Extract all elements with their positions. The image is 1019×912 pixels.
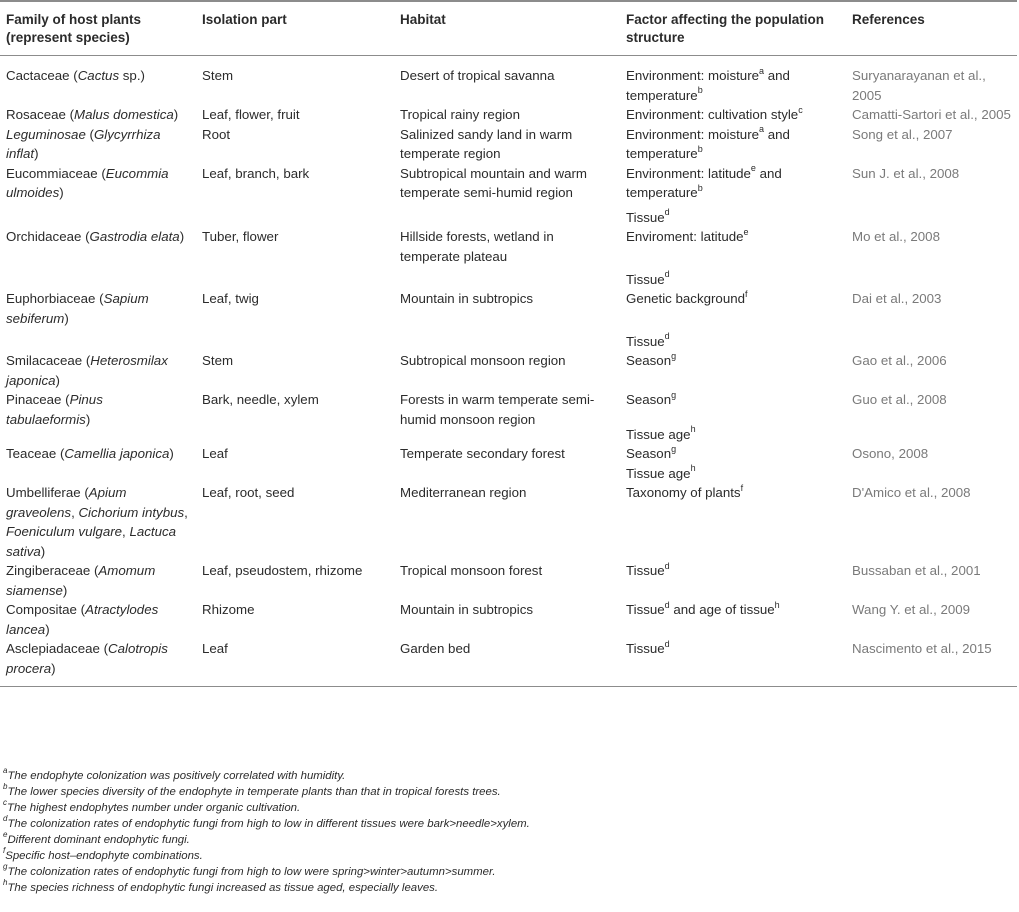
cell-isolation-part: Bark, needle, xylem (202, 392, 319, 407)
factor-entry (626, 289, 840, 309)
family-text: ) (179, 229, 185, 244)
cell-reference: Camatti-Sartori et al., 2005 (852, 107, 1011, 122)
family-text: Cactaceae ( (6, 68, 78, 83)
factor-entry (626, 390, 840, 410)
factor-text: Tissue (626, 209, 665, 225)
factor-text: Environment: cultivation style (626, 107, 799, 122)
family-text: Euphorbiaceae ( (6, 291, 104, 306)
family-text: Cactus (77, 68, 120, 83)
family-text: Sapium sebiferum (6, 291, 149, 326)
factor-text: Season (626, 446, 672, 461)
footnote-mark: f (3, 846, 6, 856)
cell-reference: Sun J. et al., 2008 (852, 165, 960, 181)
family-text: Camellia japonica (64, 446, 170, 461)
footnote (3, 880, 530, 896)
footnote-text: The endophyte colonization was positively correlated with humidity. (7, 770, 346, 782)
cell-factor (620, 351, 846, 390)
factor-text: and temperature (626, 165, 782, 200)
cell-reference: D'Amico et al., 2008 (852, 485, 971, 500)
family-text: Apium graveolens (6, 485, 127, 520)
cell-habitat: Tropical monsoon forest (400, 563, 543, 578)
family-text: Pinus tabulaeformis (6, 392, 103, 427)
cell-factor (620, 164, 846, 228)
factor-entry (626, 351, 840, 371)
factor-text: Tissue (626, 563, 665, 578)
cell-reference: Osono, 2008 (852, 446, 929, 461)
factor-text: Tissue (626, 641, 665, 656)
factor-entry (626, 208, 840, 228)
cell-family (0, 390, 196, 444)
footnote-mark: h (690, 424, 696, 435)
footnote-mark: h (3, 878, 8, 888)
cell-habitat: Mediterranean region (400, 485, 527, 500)
family-text: Atractylodes lancea (6, 602, 159, 637)
cell-factor (620, 56, 846, 106)
family-text: ) (169, 446, 174, 461)
footnote (3, 800, 530, 816)
factor-entry (626, 425, 840, 445)
footnote-mark: d (3, 814, 8, 824)
cell-habitat: Desert of tropical savanna (400, 68, 555, 83)
cell-family (0, 125, 196, 164)
footnote-mark: d (664, 331, 670, 342)
footnote-mark: e (743, 226, 749, 237)
cell-habitat: Mountain in subtropics (400, 291, 534, 306)
cell-factor (620, 390, 846, 444)
cell-isolation-part: Leaf (202, 446, 228, 461)
cell-isolation-part: Leaf, flower, fruit (202, 107, 300, 122)
factor-text: Tissue (626, 333, 665, 349)
family-text: Calotropis procera (6, 641, 168, 676)
factor-entry (626, 561, 840, 581)
footnote (3, 832, 530, 848)
footnote-mark: c (798, 104, 803, 115)
family-text: ) (34, 146, 39, 161)
factor-entry (626, 600, 840, 620)
footnote-text: The colonization rates of endophytic fungi from high to low were spring>winter>autumn>summer. (7, 866, 496, 878)
family-text: Amomum siamense (6, 563, 156, 598)
family-text: Teaceae ( (6, 446, 65, 461)
header-habitat: Habitat (394, 1, 620, 56)
footnote-mark: f (745, 288, 748, 299)
footnote-mark: g (671, 350, 677, 361)
family-text: Heterosmilax japonica (6, 353, 168, 388)
factor-text: Tissue (626, 602, 665, 617)
factor-text: Enviroment: latitude (626, 229, 744, 244)
table-row (0, 483, 1017, 561)
cell-isolation-part: Tuber, flower (202, 229, 279, 244)
cell-isolation-part: Stem (202, 68, 234, 83)
family-text: Eucommiaceae ( (6, 165, 106, 181)
footnote-text: The colonization rates of endophytic fungi from high to low in different tissues were bark>needle>xylem. (7, 818, 530, 830)
footnote-mark: b (697, 182, 703, 193)
cell-reference: Guo et al., 2008 (852, 392, 947, 407)
family-text: Foeniculum vulgare (6, 524, 123, 539)
table-row (0, 390, 1017, 444)
cell-isolation-part: Root (202, 126, 231, 142)
cell-habitat: Tropical rainy region (400, 107, 520, 122)
cell-habitat: Mountain in subtropics (400, 602, 534, 617)
footnote-mark: a (759, 65, 765, 76)
cell-reference: Bussaban et al., 2001 (852, 563, 981, 578)
header-factor: Factor affecting the population structure (620, 1, 846, 56)
family-text: , (184, 504, 188, 520)
family-text: Lactuca sativa (6, 524, 177, 559)
footnote (3, 768, 530, 784)
cell-factor (620, 483, 846, 561)
table-row (0, 444, 1017, 483)
cell-factor (620, 125, 846, 164)
footnote-mark: e (3, 830, 8, 840)
footnote-mark: f (740, 482, 744, 493)
cell-factor (620, 600, 846, 639)
footnote-mark: d (664, 638, 670, 649)
table-row (0, 105, 1017, 125)
footnote-mark: d (664, 560, 670, 571)
factor-entry (626, 270, 840, 290)
footnote-mark: h (690, 463, 696, 474)
footnote (3, 816, 530, 832)
factor-text: Environment: latitude (626, 165, 751, 181)
cell-family (0, 227, 196, 289)
cell-factor (620, 444, 846, 483)
cell-factor (620, 105, 846, 125)
factor-text: Genetic background (626, 291, 746, 306)
factor-entry (626, 105, 840, 125)
footnote (3, 848, 530, 864)
cell-family (0, 289, 196, 351)
family-text: ) (173, 107, 179, 122)
family-text: sp.) (119, 68, 145, 83)
factor-text: Tissue age (626, 426, 691, 442)
cell-habitat: Salinized sandy land in warm temperate region (400, 126, 573, 161)
factor-text: Environment: moisture (626, 68, 760, 83)
table-row (0, 351, 1017, 390)
family-text: Orchidaceae ( (6, 229, 90, 244)
cell-family (0, 164, 196, 228)
cell-factor (620, 289, 846, 351)
family-text: Asclepiadaceae ( (6, 641, 109, 656)
family-text: Pinaceae ( (6, 392, 70, 407)
cell-reference: Song et al., 2007 (852, 126, 953, 142)
footnote-mark: a (759, 124, 765, 135)
factor-entry (626, 483, 840, 503)
family-text: Leguminosae (6, 126, 86, 142)
family-text: Cichorium intybus (78, 504, 185, 520)
footnote-text: The highest endophytes number under organic cultivation. (7, 802, 301, 814)
cell-habitat: Garden bed (394, 639, 620, 687)
factor-text: and temperature (626, 126, 790, 161)
factor-entry (626, 164, 840, 203)
footnote-mark: h (774, 599, 780, 610)
family-text: Glycyrrhiza inflat (6, 126, 161, 161)
footnote (3, 784, 530, 800)
factor-entry (626, 227, 840, 247)
footnote-mark: c (3, 798, 7, 808)
cell-reference: Gao et al., 2006 (852, 353, 947, 368)
footnote-text: Different dominant endophytic fungi. (7, 834, 190, 846)
family-text: ) (64, 310, 69, 326)
cell-factor (620, 227, 846, 289)
family-text: ) (51, 660, 56, 676)
cell-isolation-part: Rhizome (202, 602, 255, 617)
factor-entry (626, 444, 840, 464)
footnote-mark: a (3, 766, 8, 776)
cell-habitat: Hillside forests, wetland in temperate plateau (400, 229, 554, 264)
cell-isolation-part: Leaf, root, seed (202, 485, 295, 500)
table-row (0, 164, 1017, 228)
cell-habitat: Forests in warm temperate semi-humid monsoon region (400, 392, 595, 427)
factor-entry (626, 332, 840, 352)
cell-family (0, 444, 196, 483)
cell-family (0, 351, 196, 390)
cell-habitat: Subtropical monsoon region (400, 353, 566, 368)
cell-reference: Dai et al., 2003 (852, 291, 942, 306)
family-text: Umbelliferae ( (6, 485, 89, 500)
family-text: Smilacaceae ( (6, 353, 91, 368)
header-references: References (846, 1, 1017, 56)
family-text: Malus domestica (74, 107, 174, 122)
factor-text: Tissue age (626, 465, 691, 481)
family-text: , (71, 504, 79, 520)
table-row (0, 125, 1017, 164)
family-text: ) (62, 582, 68, 598)
table-row (0, 289, 1017, 351)
cell-factor (620, 639, 846, 687)
footnote-mark: g (3, 862, 8, 872)
footnote-mark: b (3, 782, 8, 792)
footnote-mark: b (697, 85, 703, 96)
cell-reference: Nascimento et al., 2015 (846, 639, 1017, 687)
header-family: Family of host plants (represent species) (0, 1, 196, 56)
footnote-mark: d (664, 207, 670, 218)
cell-isolation-part: Leaf, pseudostem, rhizome (202, 563, 363, 578)
cell-isolation-part: Leaf, twig (202, 291, 259, 306)
family-text: , (122, 524, 130, 539)
footnote-mark: b (697, 143, 703, 154)
cell-factor (620, 561, 846, 600)
footnote-text: The lower species diversity of the endophyte in temperate plants than that in tropical forests trees. (7, 786, 501, 798)
family-text: Gastrodia elata (89, 229, 180, 244)
footnote (3, 864, 530, 880)
cell-family (0, 561, 196, 600)
cell-family (0, 639, 196, 687)
cell-habitat: Subtropical mountain and warm temperate semi-humid region (400, 165, 587, 200)
cell-family (0, 105, 196, 125)
family-text: ) (59, 185, 64, 200)
table-row (0, 600, 1017, 639)
family-text: Eucommia ulmoides (6, 165, 169, 200)
family-text: Zingiberaceae ( (6, 563, 99, 578)
footnote-mark: d (664, 269, 670, 280)
cell-reference: Wang Y. et al., 2009 (852, 602, 971, 617)
header-row (0, 1, 1017, 56)
cell-isolation-part: Leaf (196, 639, 394, 687)
factor-text: Environment: moisture (626, 126, 760, 142)
footnote-mark: d (664, 599, 670, 610)
factor-text: and age of tissue (669, 602, 775, 617)
footnote-mark: g (671, 443, 677, 454)
footnote-mark: g (671, 389, 677, 400)
cell-reference: Suryanarayanan et al., 2005 (852, 68, 986, 103)
factor-text: Tissue (626, 271, 665, 287)
cell-family (0, 483, 196, 561)
factor-text: Season (626, 353, 672, 368)
family-text: ) (45, 621, 50, 637)
factor-entry (626, 639, 840, 659)
cell-habitat: Temperate secondary forest (400, 446, 565, 461)
cell-isolation-part: Leaf, branch, bark (202, 165, 310, 181)
family-text: Rosaceae ( (6, 107, 74, 122)
cell-reference: Mo et al., 2008 (852, 229, 940, 244)
table-body (0, 56, 1017, 687)
table-row (0, 639, 1017, 687)
table-row (0, 56, 1017, 106)
family-text: ) (85, 411, 91, 427)
family-text: Compositae ( (6, 602, 86, 617)
footnote-text: The species richness of endophytic fungi increased as tissue aged, especially leaves. (7, 882, 439, 894)
footnote-text: Specific host–endophyte combinations. (5, 850, 203, 862)
family-text: ( (85, 126, 94, 142)
factor-entry (626, 464, 840, 484)
factor-text: Season (626, 392, 672, 407)
cell-family (0, 56, 196, 106)
footnote-mark: e (750, 163, 756, 174)
table-footnotes (3, 768, 530, 896)
header-isolation-part: Isolation part (196, 1, 394, 56)
table-row (0, 227, 1017, 289)
factor-entry (626, 125, 840, 164)
family-text: ) (40, 543, 46, 559)
family-text: ) (55, 372, 60, 388)
factor-entry (626, 66, 840, 105)
factor-text: Taxonomy of plants (626, 485, 741, 500)
factor-text: and temperature (626, 68, 790, 103)
cell-family (0, 600, 196, 639)
cell-isolation-part: Stem (202, 353, 234, 368)
table-row (0, 561, 1017, 600)
